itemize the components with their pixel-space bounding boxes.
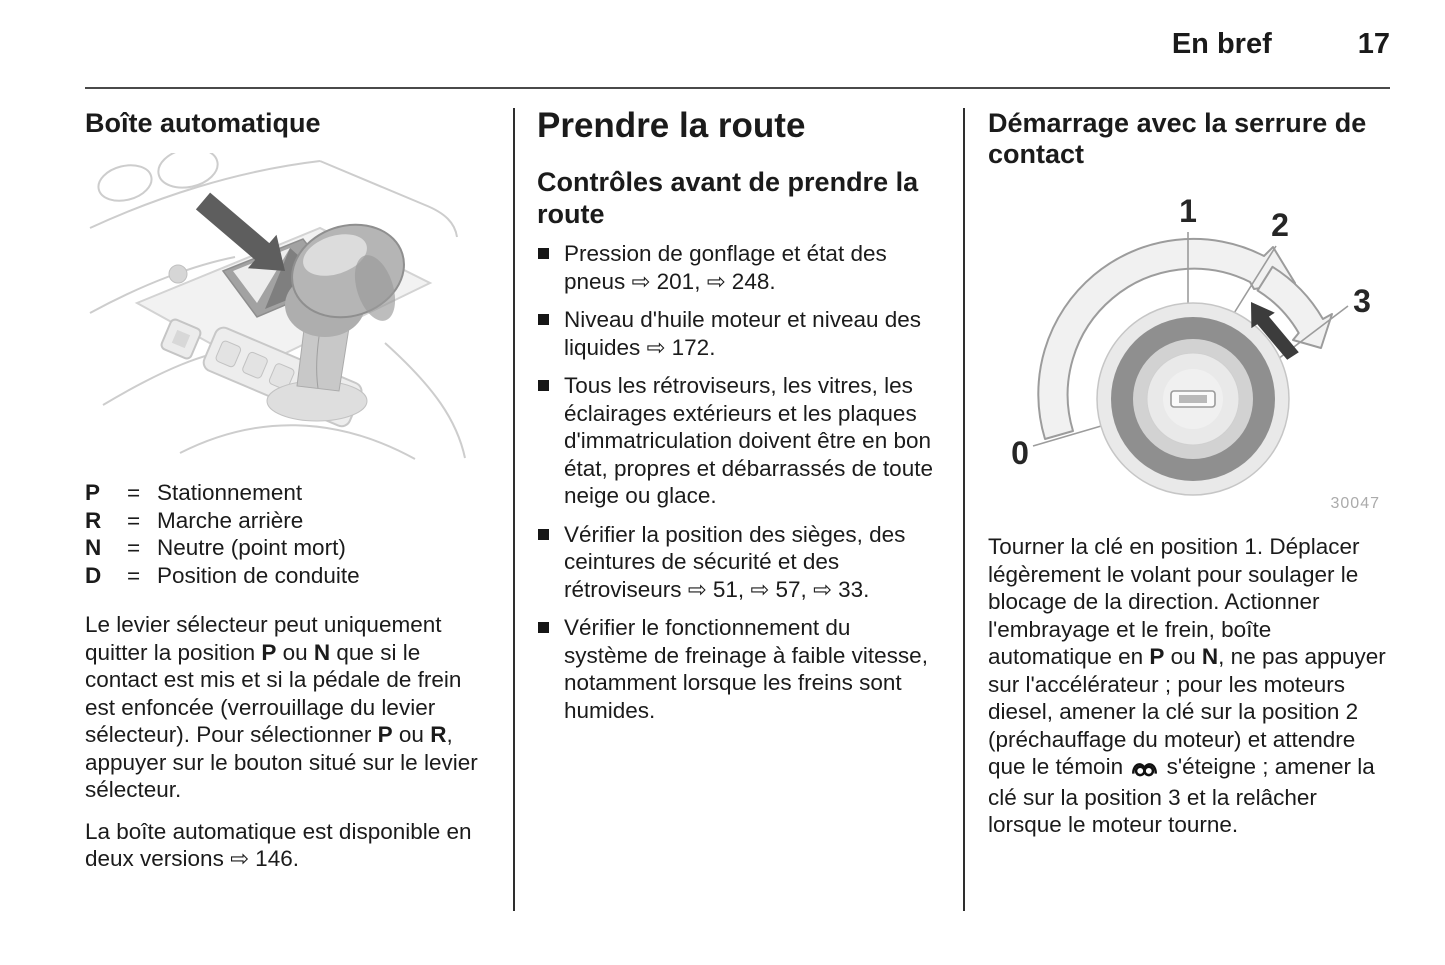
gear-legend-row-d	[85, 562, 488, 590]
gear-letter: N	[85, 535, 102, 560]
list-item	[537, 521, 937, 604]
checklist-text: Vérifier la position des sièges, des ceintures de sécurité et des rétroviseurs ⇨ 51, ⇨ 57, ⇨ 33.	[564, 521, 906, 602]
gear-selector-illustration	[85, 153, 488, 465]
list-item	[537, 614, 937, 724]
equals-sign: =	[127, 562, 141, 588]
equals-sign: =	[127, 507, 141, 533]
paragraph-selector-lock: Le levier sélecteur peut uniquement quitter la position P ou N que si le contact est mis et si la pédale de frein est enfoncée (verrouillage du levier sélecteur). Pour sélectionner P ou R, appuyer sur le bouton situé sur le levier sélecteur.	[85, 612, 478, 802]
gear-legend-row-n	[85, 534, 488, 562]
glow-plug-indicator-icon	[1131, 756, 1158, 784]
pre-drive-checklist	[537, 240, 937, 724]
column-prendre-la-route	[537, 106, 937, 735]
gear-letter: P	[85, 480, 101, 505]
gear-legend	[85, 479, 488, 589]
heading-controles-avant: Contrôles avant de prendre la route	[537, 167, 919, 229]
column-automatic-gearbox	[85, 106, 488, 887]
column-separator-left	[513, 108, 515, 911]
gear-description: Neutre (point mort)	[157, 535, 346, 560]
ignition-lock-illustration	[988, 184, 1391, 519]
checklist-text: Pression de gonflage et état des pneus ⇨ 201, ⇨ 248.	[564, 241, 887, 294]
header-rule	[85, 87, 1390, 89]
gear-letter: R	[85, 507, 102, 533]
column-demarrage-serrure	[988, 106, 1391, 853]
equals-sign: =	[127, 480, 141, 505]
checklist-text: Niveau d'huile moteur et niveau des liquides ⇨ 172.	[564, 307, 922, 360]
heading-prendre-la-route: Prendre la route	[537, 106, 806, 145]
gear-legend-row-r	[85, 507, 488, 535]
checklist-text: Vérifier le fonctionnement du système de freinage à faible vitesse, notamment lorsque les freins sont humides.	[564, 615, 928, 723]
gear-description: Marche arrière	[157, 507, 304, 533]
list-item	[537, 240, 937, 295]
ignition-lock-cylinder	[1097, 303, 1289, 495]
gear-description: Stationnement	[157, 480, 303, 505]
shifter-knob	[280, 211, 416, 337]
page-number: 17	[1357, 28, 1390, 60]
checklist-text: Tous les rétroviseurs, les vitres, les éclairages extérieurs et les plaques d'immatriculation doivent être en bon état, propres et débarrassés de toute neige ou glace.	[564, 373, 933, 508]
heading-boite-automatique: Boîte automatique	[85, 108, 321, 138]
gear-description: Position de conduite	[157, 562, 360, 588]
gear-letter: D	[85, 562, 102, 588]
column-separator-right	[963, 108, 965, 911]
position-label-3: 3	[1353, 283, 1371, 319]
list-item	[537, 372, 937, 510]
ignition-lock-figure	[988, 184, 1391, 519]
position-label-0: 0	[1011, 435, 1029, 471]
list-item	[537, 306, 937, 361]
paragraph-ignition-start: Tourner la clé en position 1. Déplacer légèrement le volant pour soulager le blocage de la direction. Actionner l'embrayage et le frein, boîte automatique en P ou N, ne pas appuyer sur l'accélérateur ; pour les moteurs diesel, amener la clé sur la position 2 (préchauffage du moteur) et attendre que le témoin s'éteigne ; amener la clé sur la position 3 et la relâcher lorsque le moteur tourne.	[988, 534, 1386, 837]
position-label-2: 2	[1271, 207, 1289, 243]
console-knob-small	[169, 265, 187, 283]
equals-sign: =	[127, 535, 141, 560]
figure-reference-number: 30047	[1330, 495, 1380, 512]
gear-legend-row-p	[85, 479, 488, 507]
paragraph-two-versions: La boîte automatique est disponible en deux versions ⇨ 146.	[85, 818, 472, 871]
gear-selector-figure	[85, 153, 488, 465]
position-label-1: 1	[1179, 193, 1197, 229]
pointer-arrow-icon	[196, 193, 285, 271]
heading-demarrage: Démarrage avec la serrure de contact	[988, 108, 1367, 169]
section-title: En bref	[1171, 28, 1272, 60]
page-header	[85, 28, 1390, 61]
